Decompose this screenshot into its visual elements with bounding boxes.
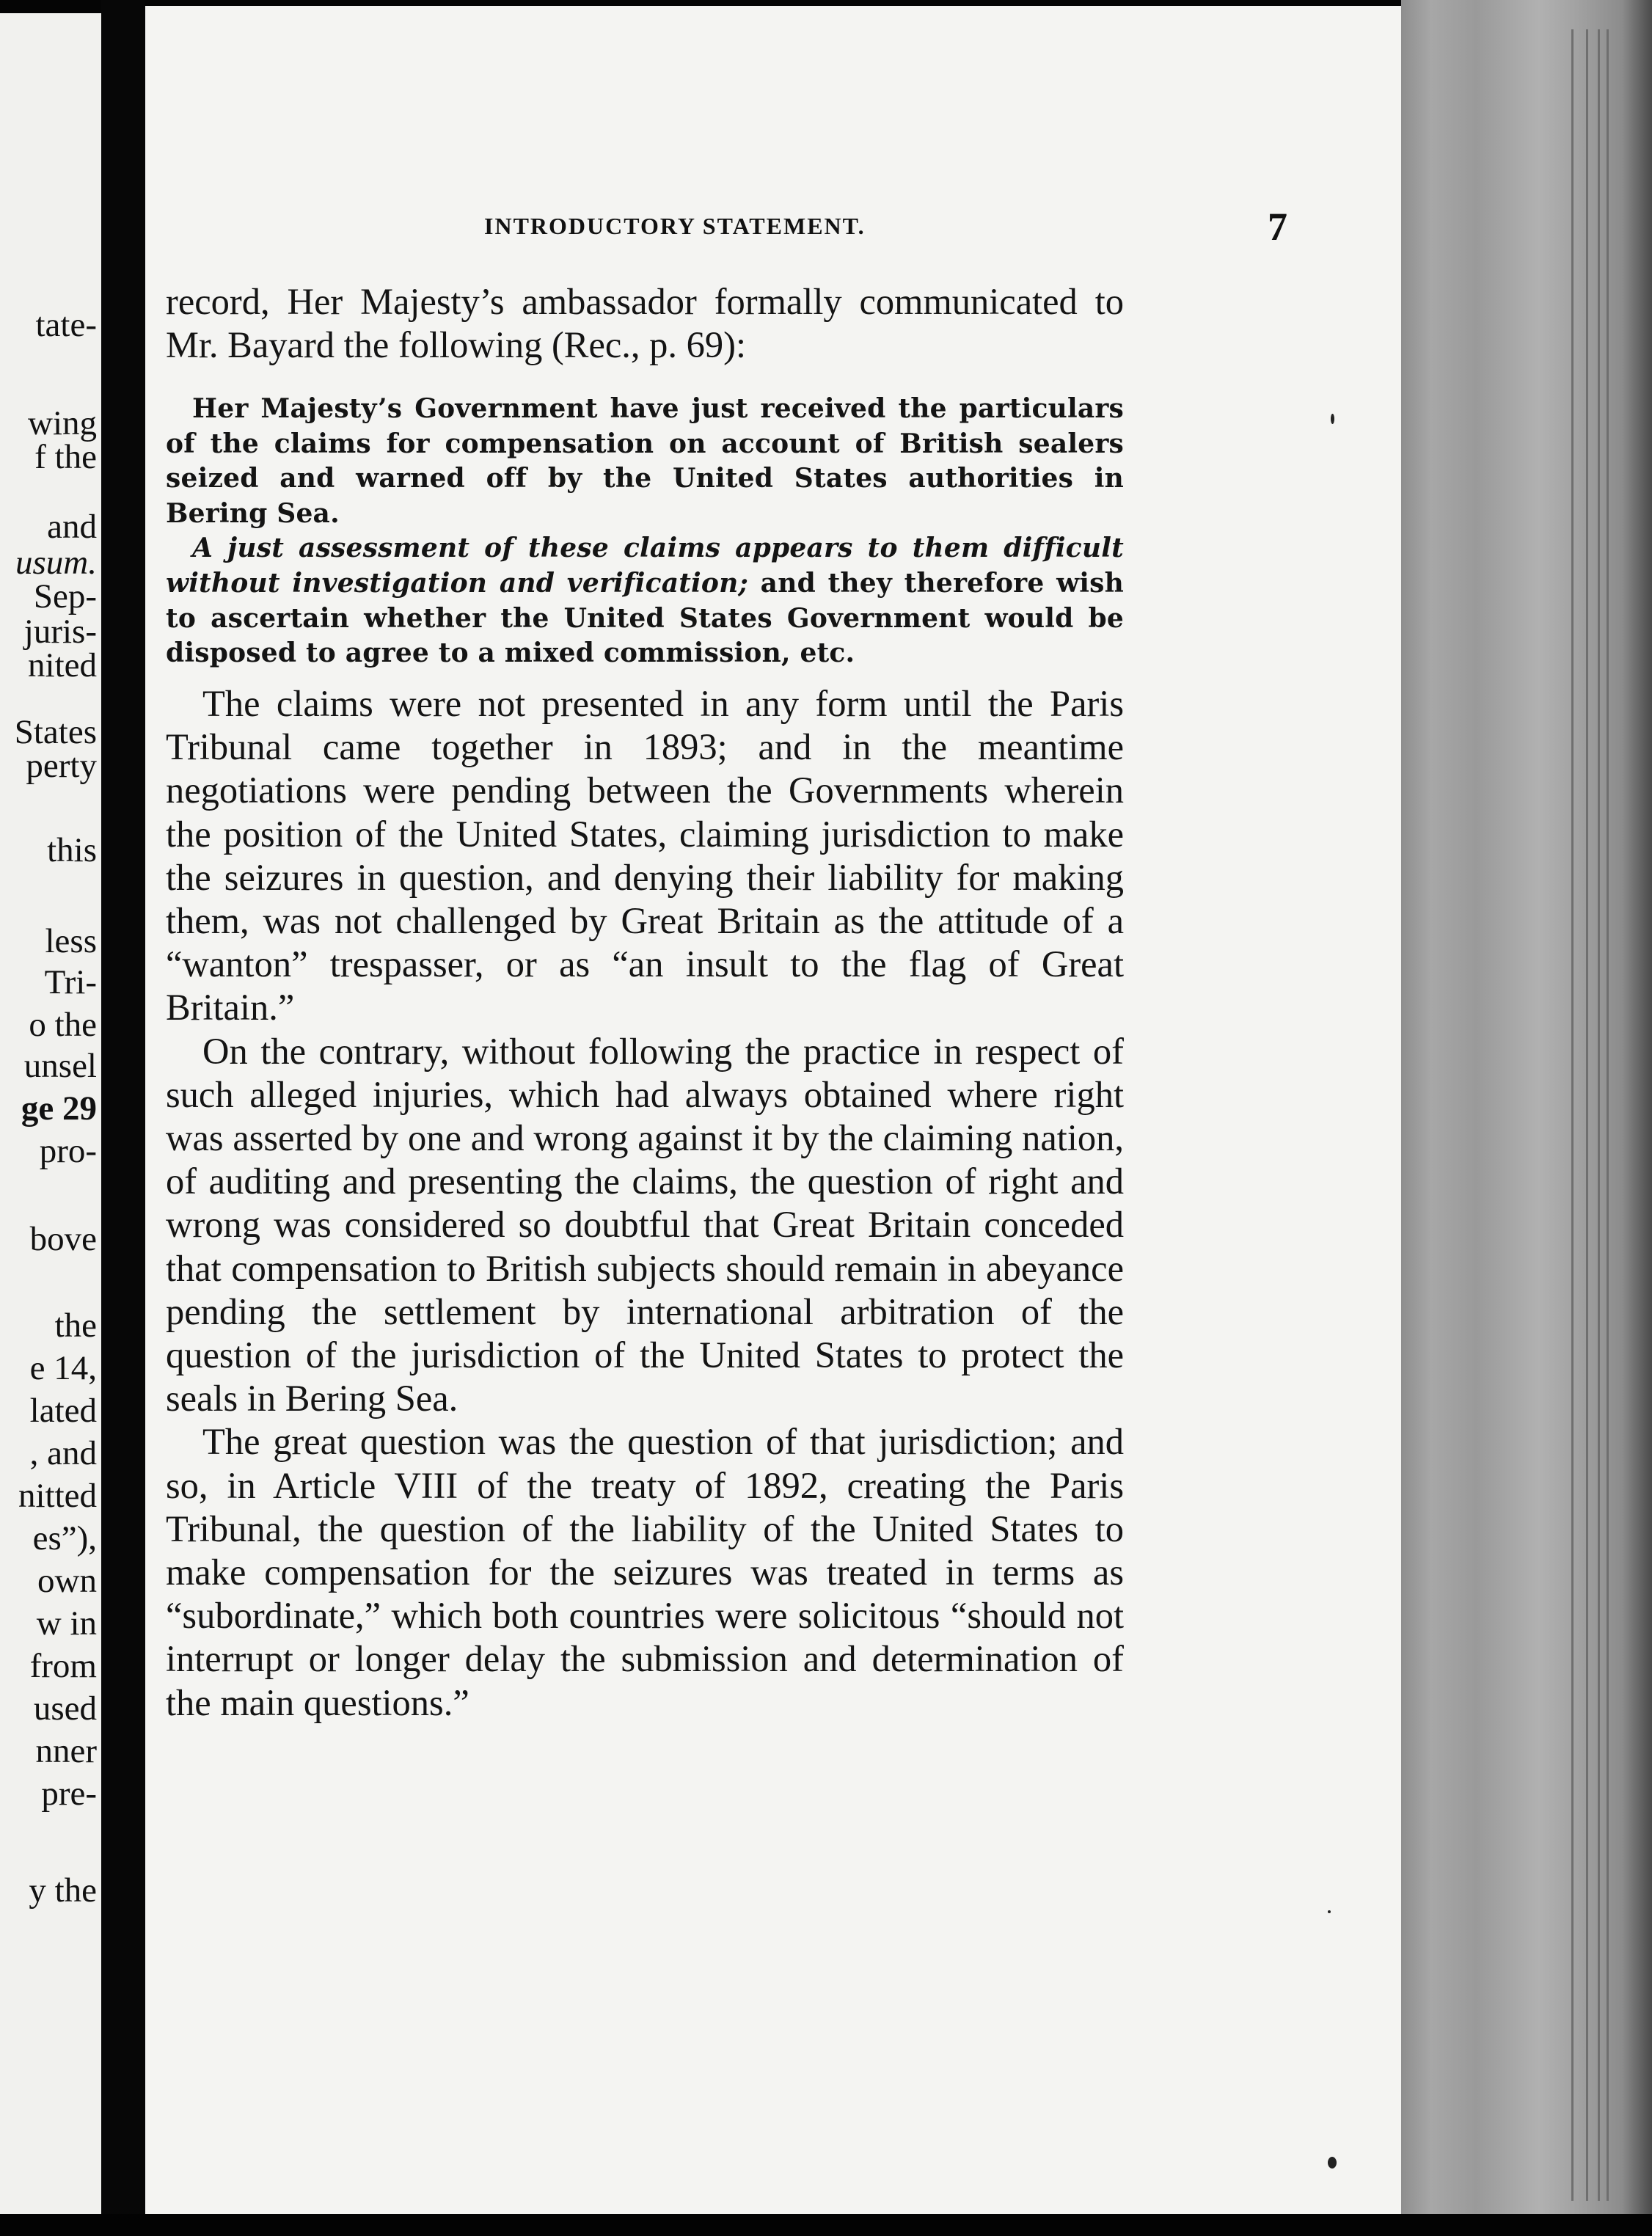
left-page-fragment: pro- [39,1132,97,1170]
left-page-fragment: f the [34,438,97,476]
left-page-fragment: tate- [35,306,97,344]
left-page-fragment: States [14,713,97,751]
left-page-fragment: e 14, [29,1349,97,1387]
left-page-fragment: , and [29,1434,97,1472]
left-page-fragment: lated [29,1392,97,1430]
scan-bottom-border [0,2214,1652,2236]
left-page-fragment: nitted [18,1477,97,1515]
body-paragraph: On the contrary, without following the practice in respect of such alleged injuries, which had always obtained where right was asserted by one and wrong against it by the claiming nation, of auditing and presenting the claims, the question of right and wrong was considered so doubtful that Great Britain conceded that compensation to British subjects should remain in abeyance pending the settlement by international arbitration of the question of the jurisdiction of the United States to protect the seals in Bering Sea. [166,1030,1124,1420]
left-page-fragment: from [29,1647,97,1685]
left-page-fragment: bove [29,1220,97,1258]
quotation-paragraph [166,531,1124,671]
left-page-fragment: perty [26,747,97,785]
book-gutter [101,0,145,2236]
left-page-fragment: Tri- [44,963,97,1001]
page-edge-line [1586,29,1588,2201]
left-page-fragment: usum. [15,544,97,582]
body-text [166,682,1124,1725]
body-paragraph: The claims were not presented in any form until the Paris Tribunal came together in 1893; and in the meantime negotiations were pending between the Governments wherein the position of the United States, claiming jurisdiction to make the seizures in question, and denying their liability for making them, was not challenged by Great Britain as the attitude of a “wanton” trespasser, or as “an insult to the flag of Great Britain.” [166,683,1124,1029]
opening-paragraph: record, Her Majesty’s ambassador formally communicated to Mr. Bayard the following (Rec., p. 69): [166,281,1124,366]
body-paragraph: The great question was the question of that jurisdiction; and so, in Article VIII of the treaty of 1892, creating the Paris Tribunal, the question of the liability of the United States to make compensation for the seizures was treated in terms as “subordinate,” which both countries were solicitous “should not interrupt or longer delay the submission and determination of the main questions.” [166,1421,1124,1723]
main-text [166,280,1124,367]
left-page-fragment: own [37,1562,97,1600]
left-page-fragment: juris- [23,613,97,651]
left-page-fragment: wing [28,404,97,442]
left-page-fragment: used [33,1689,97,1728]
quotation-paragraph: Her Majesty’s Government have just received the particulars of the claims for compensation on account of British sealers seized and warned off by the United States authorities in Bering Sea. [166,393,1124,529]
scan-speck [1328,2157,1337,2169]
block-quotation [166,392,1124,671]
running-head: INTRODUCTORY STATEMENT. [484,213,866,239]
left-page-fragment: ge 29 [21,1089,97,1128]
page-edges [1401,0,1652,2236]
left-page-fragment: pre- [41,1775,97,1813]
left-page-fragment: nited [28,646,97,684]
page-number: 7 [1268,205,1287,249]
left-page-fragment: and [47,508,97,546]
scan-speck [1331,414,1334,424]
left-page-fragment: nner [35,1732,97,1770]
page-edge-line [1607,29,1609,2201]
left-page-fragment: unsel [23,1047,97,1085]
left-page-fragment: less [45,922,97,960]
left-facing-page [0,13,101,2221]
book-page [145,6,1401,2214]
left-page-fragment: y the [29,1871,97,1910]
page-edge-line [1571,29,1574,2201]
page-header [145,205,1401,257]
left-page-fragment: this [47,831,97,869]
quotation-text: and they therefore wish to ascertain whether the United States Government would be disposed to agree to a mixed commission, etc. [166,567,1124,669]
page-edge-line [1598,29,1600,2201]
left-page-fragment: w in [36,1604,97,1643]
quotation-italic-phrase: A just assessment of these claims appears to them difficult without investigation and verification; [166,533,1124,599]
scan-speck [1328,1910,1331,1913]
left-page-fragment: Sep- [33,577,97,615]
left-page-fragment: the [54,1307,97,1345]
left-page-fragment: es”), [32,1519,97,1557]
left-page-fragment: o the [29,1006,97,1044]
